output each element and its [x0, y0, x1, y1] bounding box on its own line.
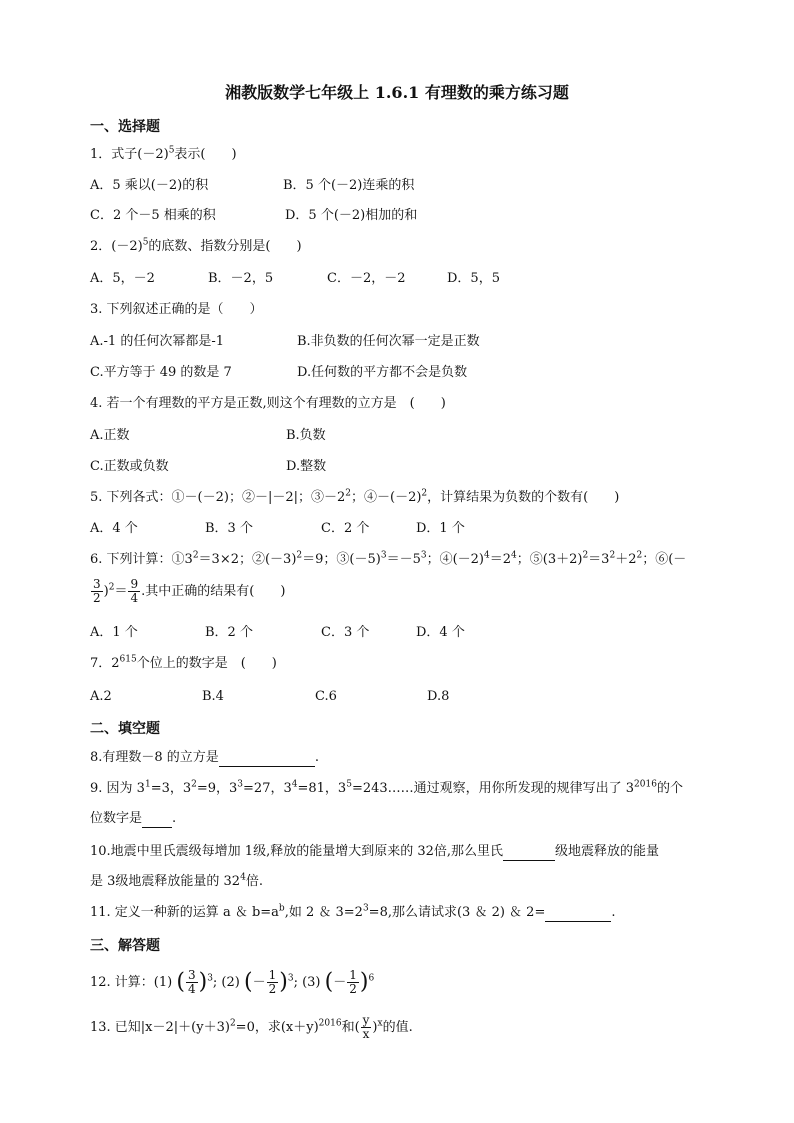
- question-9-line2: [90, 810, 176, 828]
- q6-frac1-den: 2: [93, 591, 101, 605]
- section-heading-solve: 三、解答题: [90, 938, 160, 954]
- q7-option-c[interactable]: C.6: [315, 689, 337, 704]
- question-5-stem: [90, 489, 619, 507]
- q6-t1: 6. 下列计算：①3: [90, 552, 193, 567]
- q9-e5: 5: [346, 779, 352, 790]
- q12-e2: 3: [287, 973, 294, 984]
- q2-text-end: 的底数、指数分别是( ): [148, 239, 302, 254]
- q6-option-b[interactable]: B．2 个: [205, 625, 253, 640]
- q6-l2-text: .其中正确的结果有( ): [141, 584, 286, 599]
- q9-t2: =3，3: [150, 781, 192, 796]
- q12-neg-2: －: [252, 975, 266, 990]
- page-title: 湘教版数学七年级上 1.6.1 有理数的乘方练习题: [225, 83, 569, 102]
- q12-rparen-3: ): [359, 969, 369, 995]
- q12-neg-3: －: [333, 975, 347, 990]
- q6-option-d[interactable]: D．4 个: [416, 625, 465, 640]
- q10-answer-blank[interactable]: [503, 846, 555, 861]
- q1-exponent: 5: [168, 145, 175, 156]
- q6-t5: ；④(－2): [426, 552, 484, 567]
- q6-t2: ＝3×2；②(－3): [198, 552, 297, 567]
- q12-t1: 12. 计算：(1): [90, 975, 177, 990]
- q6-frac2-num: 9: [130, 577, 139, 591]
- q8-period: .: [314, 750, 319, 765]
- q9-t6: =243……通过观察，用你所发现的规律写出了 3: [351, 781, 635, 796]
- q7-text: 7．2: [90, 656, 120, 671]
- question-3-stem: 3. 下列叙述正确的是（ ）: [90, 302, 263, 317]
- q6-t6: ＝2: [489, 552, 512, 567]
- q10-line2-end: 倍.: [245, 874, 263, 889]
- q12-f3-num: 1: [349, 968, 357, 982]
- q2-option-d[interactable]: D．5，5: [447, 271, 500, 286]
- q11-t1: 11. 定义一种新的运算 a ＆ b=a: [90, 905, 279, 920]
- q12-e3: 6: [368, 973, 375, 984]
- question-6-stem-line1: [90, 551, 686, 569]
- q12-fraction-1-over-2-b: [347, 969, 359, 996]
- q6-option-c[interactable]: C．3 个: [321, 625, 370, 640]
- question-10-line1: [90, 843, 659, 861]
- section-heading-choice: 一、选择题: [90, 119, 160, 135]
- q12-f1-den: 4: [187, 982, 196, 996]
- q2-option-c[interactable]: C．－2，－2: [327, 271, 406, 286]
- q3-option-a[interactable]: A.-1 的任何次幂都是-1: [90, 334, 224, 349]
- q1-option-b[interactable]: B．5 个(－2)连乘的积: [283, 178, 415, 193]
- q6-frac2-den: 4: [130, 591, 139, 605]
- q10-exponent: 4: [240, 872, 246, 883]
- q6-t10: ；⑥(－: [642, 552, 687, 567]
- q3-option-b[interactable]: B.非负数的任何次幂一定是正数: [297, 334, 480, 349]
- q9-t5: =81，3: [297, 781, 347, 796]
- q11-e2: 3: [362, 903, 369, 914]
- q13-t1: 13. 已知|x－2|＋(y＋3): [90, 1020, 230, 1035]
- q9-period: .: [172, 811, 177, 826]
- q10-line2-text: 是 3级地震释放能量的 32: [90, 874, 241, 889]
- q12-lparen-1: (: [176, 969, 185, 995]
- q13-t5: 的值.: [382, 1020, 413, 1035]
- q4-option-b[interactable]: B.负数: [286, 428, 326, 443]
- question-12: [90, 968, 374, 998]
- q6-l2-exp: 2: [108, 582, 115, 593]
- q6-option-a[interactable]: A．1 个: [90, 625, 138, 640]
- q12-rparen-1: ): [198, 969, 208, 995]
- q12-f1-num: 3: [187, 968, 196, 982]
- q2-option-b[interactable]: B．－2，5: [208, 271, 274, 286]
- q6-e9: 2: [636, 550, 643, 561]
- q5-option-c[interactable]: C．2 个: [321, 521, 370, 536]
- q9-e4: 4: [291, 779, 298, 790]
- q13-f-num: y: [362, 1013, 370, 1027]
- q9-t4: =27，3: [243, 781, 292, 796]
- q4-option-c[interactable]: C.正数或负数: [90, 459, 169, 474]
- question-1-stem: [90, 146, 237, 164]
- q3-option-c[interactable]: C.平方等于 49 的数是 7: [90, 365, 232, 380]
- q8-answer-blank[interactable]: [219, 752, 315, 767]
- q2-option-a[interactable]: A．5，－2: [90, 271, 155, 286]
- q6-t7: ；⑤(3＋2): [516, 552, 583, 567]
- q6-t9: ＋2: [615, 552, 637, 567]
- q9-answer-blank[interactable]: [142, 813, 172, 828]
- q13-e3: x: [377, 1018, 383, 1029]
- section-heading-fill: 二、填空题: [90, 721, 160, 737]
- q12-fraction-3-over-4: [186, 969, 198, 996]
- q1-option-d[interactable]: D．5 个(－2)相加的和: [285, 208, 418, 223]
- q5-option-d[interactable]: D．1 个: [416, 521, 465, 536]
- q5-text-2: ；④－(－2): [351, 490, 422, 505]
- q7-option-b[interactable]: B.4: [202, 689, 224, 704]
- q9-e1: 1: [144, 779, 151, 790]
- q12-lparen-3: (: [324, 969, 334, 995]
- q9-e2: 2: [191, 779, 197, 790]
- q13-f-den: x: [362, 1027, 370, 1041]
- q6-e2: 2: [296, 550, 303, 561]
- q13-t2: =0，求(x＋y): [235, 1020, 319, 1035]
- q6-l2-eq: ＝: [114, 584, 128, 599]
- question-6-stem-line2: [90, 578, 285, 605]
- q6-e8: 2: [609, 550, 616, 561]
- q7-text-end: 个位上的数字是 ( ): [136, 656, 277, 671]
- q12-t3: ; (3): [293, 975, 325, 990]
- q5-option-b[interactable]: B．3 个: [205, 521, 253, 536]
- q11-answer-blank[interactable]: [545, 907, 611, 922]
- q5-option-a[interactable]: A．4 个: [90, 521, 138, 536]
- q10-text-end: 级地震释放的能量: [555, 844, 660, 859]
- q1-text: 1．式子(－2): [90, 147, 169, 162]
- q6-t4: ＝－5: [386, 552, 421, 567]
- question-2-stem: [90, 238, 302, 256]
- q5-text-3: ，计算结果为负数的个数有( ): [427, 490, 620, 505]
- q12-lparen-2: (: [243, 969, 253, 995]
- q11-period: .: [611, 905, 616, 920]
- q5-exp-1: 2: [345, 488, 351, 499]
- q6-frac1-num: 3: [93, 577, 101, 591]
- question-9-line1: [90, 780, 683, 798]
- q6-e6: 4: [511, 550, 517, 561]
- q9-line2-text: 位数字是: [90, 811, 143, 826]
- q9-t1: 9. 因为 3: [90, 781, 145, 796]
- q9-t3: =9，3: [196, 781, 238, 796]
- q11-t3: =8,那么请试求(3 ＆ 2) ＆ 2=: [368, 905, 546, 920]
- q2-exponent: 5: [142, 237, 149, 248]
- q8-text: 8.有理数－8 的立方是: [90, 750, 219, 765]
- q7-option-d[interactable]: D.8: [427, 689, 450, 704]
- q6-e7: 2: [582, 550, 589, 561]
- question-10-line2: [90, 873, 263, 891]
- q7-option-a[interactable]: A.2: [90, 689, 112, 704]
- q13-t3: 和(: [341, 1020, 360, 1035]
- q9-e3: 3: [237, 779, 244, 790]
- q12-t2: ; (2): [212, 975, 244, 990]
- question-4-stem: 4. 若一个有理数的平方是正数,则这个有理数的立方是 ( ): [90, 396, 446, 411]
- q1-option-a[interactable]: A．5 乘以(－2)的积: [90, 178, 209, 193]
- q4-option-d[interactable]: D.整数: [286, 459, 327, 474]
- q6-l2-paren: ): [103, 584, 109, 599]
- q9-e6: 2016: [634, 779, 657, 790]
- q6-fraction-9-over-4: [128, 578, 140, 605]
- q12-fraction-1-over-2-a: [267, 969, 279, 996]
- q12-rparen-2: ): [279, 969, 288, 995]
- question-7-stem: [90, 655, 277, 673]
- q1-text-end: 表示( ): [174, 147, 237, 162]
- q12-f3-den: 2: [349, 982, 357, 996]
- q12-e1: 3: [207, 973, 213, 984]
- q9-t7: 的个: [656, 781, 683, 796]
- q12-f2-den: 2: [268, 982, 277, 996]
- q6-t8: ＝3: [588, 552, 610, 567]
- q11-e1: b: [278, 903, 285, 914]
- q12-f2-num: 1: [268, 968, 277, 982]
- q3-option-d[interactable]: D.任何数的平方都不会是负数: [297, 365, 468, 380]
- q5-exp-2: 2: [421, 488, 428, 499]
- q6-e5: 4: [484, 550, 490, 561]
- q13-fraction-y-over-x: [361, 1014, 372, 1041]
- q6-fraction-3-over-2: [91, 578, 103, 605]
- q13-t4: ): [372, 1020, 378, 1035]
- q13-e1: 2: [229, 1018, 236, 1029]
- q6-t3: ＝9；③(－5): [302, 552, 381, 567]
- q4-option-a[interactable]: A.正数: [90, 428, 130, 443]
- q11-t2: ,如 2 ＆ 3=2: [284, 905, 363, 920]
- q6-e4: 3: [420, 550, 427, 561]
- question-11: [90, 904, 616, 922]
- q5-text-1: 5. 下列各式：①－(－2)；②－|－2|；③－2: [90, 490, 346, 505]
- q1-option-c[interactable]: C．2 个－5 相乘的积: [90, 208, 216, 223]
- question-13: [90, 1014, 413, 1042]
- q2-text: 2．(－2): [90, 239, 143, 254]
- q7-exponent: 615: [119, 654, 137, 665]
- q13-e2: 2016: [318, 1018, 342, 1029]
- q6-e3: 3: [380, 550, 387, 561]
- q6-e1: 2: [192, 550, 199, 561]
- question-8: [90, 749, 319, 767]
- q10-text: 10.地震中里氏震级每增加 1级,释放的能量增大到原来的 32倍,那么里氏: [90, 844, 504, 859]
